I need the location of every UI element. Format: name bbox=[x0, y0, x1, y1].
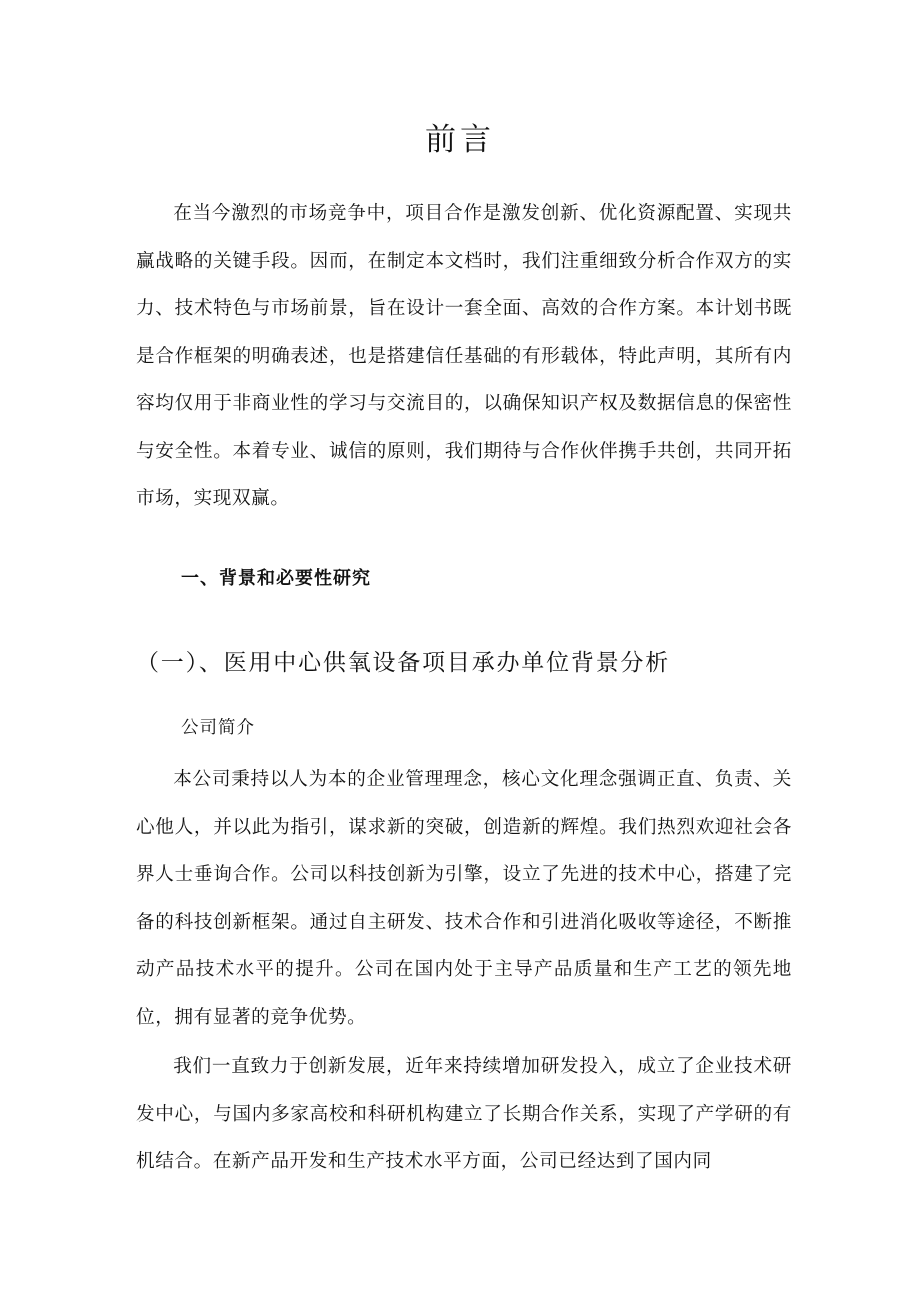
intro-paragraph: 在当今激烈的市场竞争中，项目合作是激发创新、优化资源配置、实现共赢战略的关键手段。因而，在制定本文档时，我们注重细致分析合作双方的实力、技术特色与市场前景，旨在设计一套全面、高效的合作方案。本计划书既是合作框架的明确表述，也是搭建信任基础的有形载体，特此声明，其所有内容均仅用于非商业性的学习与交流目的，以确保知识产权及数据信息的保密性与安全性。本着专业、诚信的原则，我们期待与合作伙伴携手共创，共同开拓市场，实现双赢。 bbox=[136, 203, 792, 509]
section-heading: 一、背景和必要性研究 bbox=[181, 568, 371, 589]
company-paragraph-1: 本公司秉持以人为本的企业管理理念，核心文化理念强调正直、负责、关心他人，并以此为指引，谋求新的突破，创造新的辉煌。我们热烈欢迎社会各界人士垂询合作。公司以科技创新为引擎，设立了先进的技术中心，搭建了完备的科技创新框架。通过自主研发、技术合作和引进消化吸收等途径，不断推动产品技术水平的提升。公司在国内处于主导产品质量和生产工艺的领先地位，拥有显著的竞争优势。 bbox=[136, 769, 792, 1028]
page-title: 前言 bbox=[425, 122, 495, 158]
company-paragraph-2: 我们一直致力于创新发展，近年来持续增加研发投入，成立了企业技术研发中心，与国内多家高校和科研机构建立了长期合作关系，实现了产学研的有机结合。在新产品开发和生产技术水平方面，公司已经达到了国内同 bbox=[136, 1056, 792, 1172]
company-intro-label: 公司简介 bbox=[181, 718, 255, 738]
subsection-heading: （一）、医用中心供氧设备项目承办单位背景分析 bbox=[136, 650, 671, 676]
